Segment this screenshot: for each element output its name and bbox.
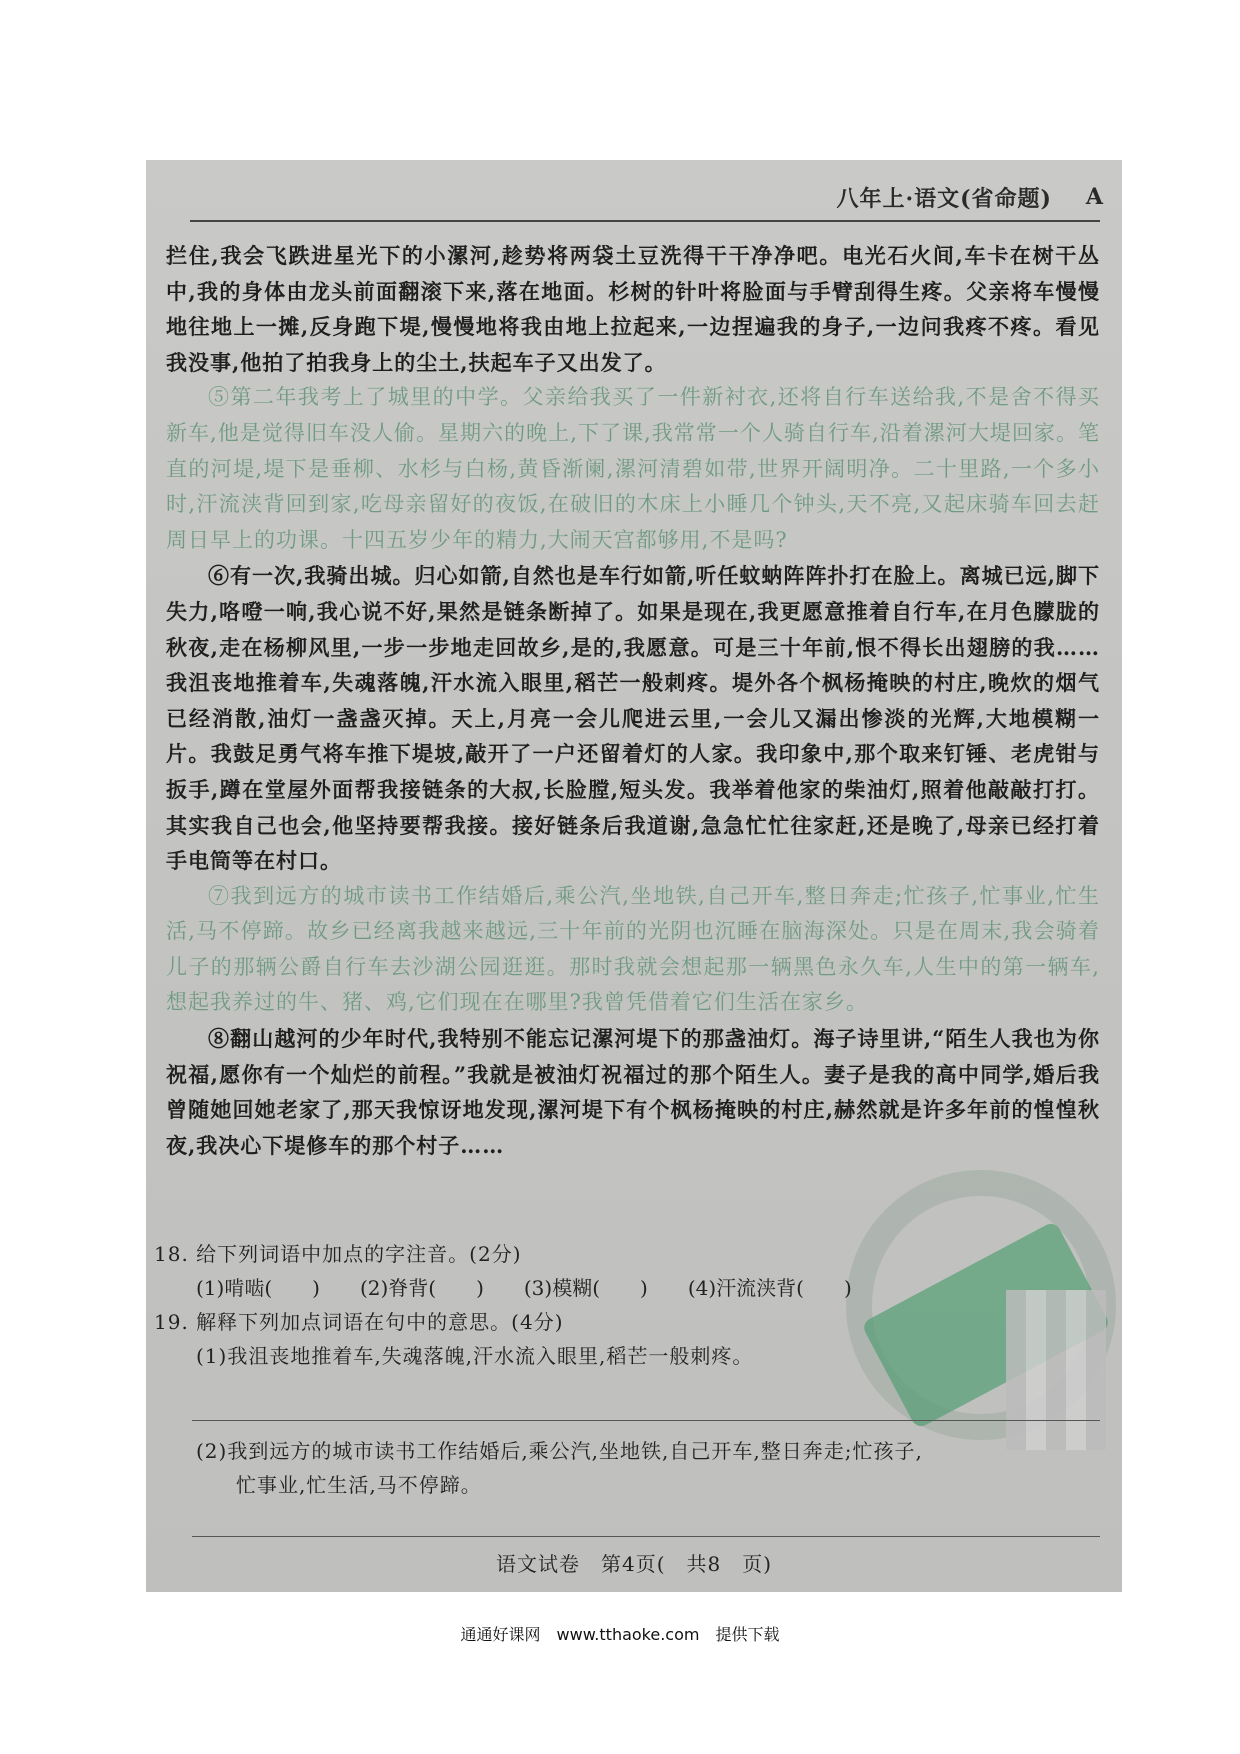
paragraph-4-continued: 拦住,我会飞跌进星光下的小漯河,趁势将两袋土豆洗得干干净净吧。电光石火间,车卡在树干丛中,我的身体由龙头前面翻滚下来,落在地面。杉树的针叶将脸面与手臂刮得生疼。父亲将车慢慢地往地上一摊,反身跑下堤,慢慢地将我由地上拉起来,一边捏遍我的身子,一边问我疼不疼。看见我没事,他拍了拍我身上的尘土,扶起车子又出发了。 xyxy=(166,243,1100,375)
paragraph-7: ⑦我到远方的城市读书工作结婚后,乘公汽,坐地铁,自己开车,整日奔走;忙孩子,忙事业,忙生活,马不停蹄。故乡已经离我越来越远,三十年前的光阴也沉睡在脑海深处。只是在周末,我会骑着儿子的那辆公爵自行车去沙湖公园逛逛。那时我就会想起那一辆黑色永久车,人生中的第一辆车,想起我养过的牛、猪、鸡,它们现在在哪里?我曾凭借着它们生活在家乡。 xyxy=(166,883,1100,1015)
question-19-2-line1: (2)我到远方的城市读书工作结婚后,乘公汽,坐地铁,自己开车,整日奔走;忙孩子, xyxy=(196,1439,923,1463)
paragraph-8: ⑧翻山越河的少年时代,我特别不能忘记漯河堤下的那盏油灯。海子诗里讲,“陌生人我也为你祝福,愿你有一个灿烂的前程。”我就是被油灯祝福过的那个陌生人。妻子是我的高中同学,婚后我曾随她回她老家了,那天我惊讶地发现,漯河堤下有个枫杨掩映的村庄,赫然就是许多年前的惶惶秋夜,我决心下堤修车的那个村子…… xyxy=(166,1026,1100,1158)
q18-item-1: (1)啃啮( ) xyxy=(196,1276,320,1300)
question-19-2-block xyxy=(154,1434,1100,1502)
questions-section xyxy=(154,1237,1100,1373)
q18-item-3: (3)模糊( ) xyxy=(523,1276,648,1300)
paragraph-6: ⑥有一次,我骑出城。归心如箭,自然也是车行如箭,听任蚊蚋阵阵扑打在脸上。离城已远,脚下失力,咯噔一响,我心说不好,果然是链条断掉了。如果是现在,我更愿意推着自行车,在月色朦胧的秋夜,走在杨柳风里,一步一步地走回故乡,是的,我愿意。可是三十年前,恨不得长出翅膀的我……我沮丧地推着车,失魂落魄,汗水流入眼里,稻芒一般刺疼。堤外各个枫杨掩映的村庄,晚炊的烟气已经消散,油灯一盏盏灭掉。天上,月亮一会儿爬进云里,一会儿又漏出惨淡的光辉,大地模糊一片。我鼓足勇气将车推下堤坡,敲开了一户还留着灯的人家。我印象中,那个取来钉锤、老虎钳与扳手,蹲在堂屋外面帮我接链条的大叔,长脸膛,短头发。我举着他家的柴油灯,照着他敲敲打打。其实我自己也会,他坚持要帮我接。接好链条后我道谢,急急忙忙往家赶,还是晚了,母亲已经打着手电筒等在村口。 xyxy=(166,563,1100,874)
header-title: 八年上·语文(省命题) xyxy=(836,185,1052,212)
question-19: 19. 解释下列加点词语在句中的意思。(4分) xyxy=(154,1310,564,1334)
question-19-2-line2: 忙事业,忙生活,马不停蹄。 xyxy=(236,1473,482,1497)
paragraph-5: ⑤第二年我考上了城里的中学。父亲给我买了一件新衬衣,还将自行车送给我,不是舍不得买新车,他是觉得旧车没人偷。星期六的晚上,下了课,我常常一个人骑自行车,沿着漯河大堤回家。笔直的河堤,堤下是垂柳、水杉与白杨,黄昏渐阑,漯河清碧如带,世界开阔明净。二十里路,一个多小时,汗流浃背回到家,吃母亲留好的夜饭,在破旧的木床上小睡几个钟头,天不亮,又起床骑车回去赶周日早上的功课。十四五岁少年的精力,大闹天宫都够用,不是吗? xyxy=(166,385,1100,552)
footer-rule xyxy=(192,1536,1100,1537)
page-footer: 语文试卷 第4页( 共8 页) xyxy=(495,1552,773,1576)
page-header xyxy=(836,180,1104,214)
answer-line xyxy=(192,1420,1100,1421)
reading-passage xyxy=(166,238,1100,1163)
download-watermark: 通通好课网 www.tthaoke.com 提供下载 xyxy=(460,1625,780,1644)
header-version: A xyxy=(1085,184,1104,210)
q18-item-2: (2)脊背( ) xyxy=(359,1276,484,1300)
header-rule xyxy=(190,220,1100,222)
q18-item-4: (4)汗流浃背( ) xyxy=(687,1276,852,1300)
exam-page-photo xyxy=(146,160,1122,1592)
question-18-items xyxy=(154,1271,1100,1305)
question-18: 18. 给下列词语中加点的字注音。(2分) xyxy=(154,1242,522,1266)
question-19-1: (1)我沮丧地推着车,失魂落魄,汗水流入眼里,稻芒一般刺疼。 xyxy=(196,1344,754,1368)
